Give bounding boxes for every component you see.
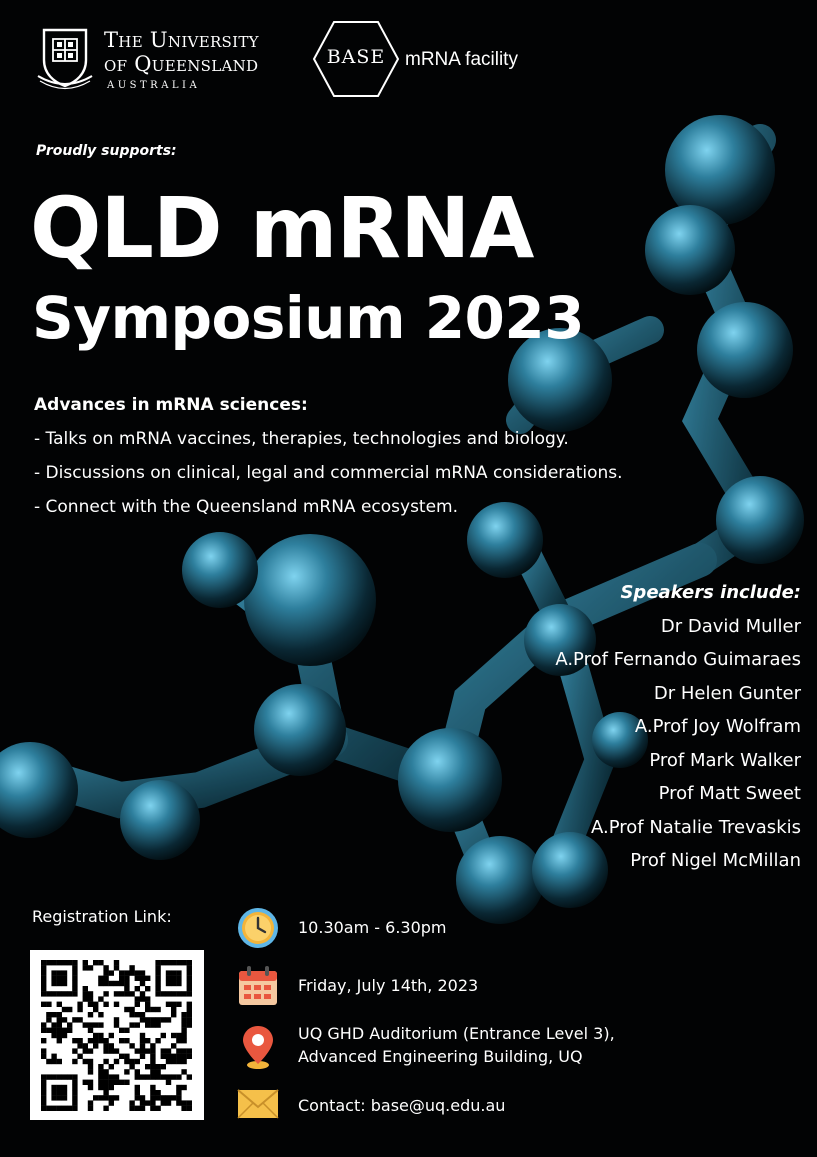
- event-time: 10.30am - 6.30pm: [298, 918, 447, 937]
- speakers-section: [555, 576, 801, 878]
- intro-text: Proudly supports:: [36, 143, 177, 159]
- uq-line-2: of Queensland: [104, 52, 259, 76]
- location-line-1: UQ GHD Auditorium (Entrance Level 3),: [298, 1024, 615, 1043]
- event-date: Friday, July 14th, 2023: [298, 976, 479, 995]
- speaker-name: Prof Mark Walker: [649, 749, 801, 771]
- uq-line-3: AUSTRALIA: [107, 80, 201, 91]
- base-facility-text: mRNA facility: [405, 49, 518, 70]
- speaker-name: Dr David Muller: [660, 615, 801, 637]
- qr-code-icon: [30, 950, 204, 1120]
- advances-item: - Talks on mRNA vaccines, therapies, technologies and biology.: [34, 429, 569, 449]
- speakers-heading: Speakers include:: [620, 582, 801, 603]
- speaker-name: A.Prof Fernando Guimaraes: [555, 649, 801, 670]
- speaker-name: Prof Nigel McMillan: [630, 850, 801, 871]
- advances-heading: Advances in mRNA sciences:: [34, 395, 308, 415]
- clock-icon: [236, 906, 280, 950]
- speaker-name: A.Prof Natalie Trevaskis: [590, 816, 801, 838]
- speaker-name: Dr Helen Gunter: [653, 682, 801, 704]
- location-line-2: Advanced Engineering Building, UQ: [298, 1047, 583, 1066]
- base-logo-text: BASE: [326, 46, 386, 68]
- event-location: [298, 1022, 615, 1068]
- map-pin-icon: [240, 1024, 276, 1070]
- uq-wordmark: [104, 28, 259, 91]
- advances-item: - Connect with the Queensland mRNA ecosystem.: [34, 497, 459, 517]
- registration-qr-code[interactable]: [30, 950, 204, 1120]
- uq-crest-icon: [36, 26, 94, 92]
- advances-item: - Discussions on clinical, legal and commercial mRNA considerations.: [34, 463, 623, 483]
- title-line-1: QLD mRNA: [30, 179, 534, 277]
- envelope-icon: [236, 1088, 280, 1120]
- speaker-name: Prof Matt Sweet: [658, 783, 801, 804]
- uq-line-1: The University: [104, 28, 259, 52]
- registration-label: Registration Link:: [32, 907, 172, 926]
- contact-email[interactable]: Contact: base@uq.edu.au: [298, 1096, 506, 1115]
- speaker-name: A.Prof Joy Wolfram: [634, 716, 801, 737]
- advances-section: [34, 388, 623, 524]
- calendar-icon: [236, 964, 280, 1008]
- title-line-2: Symposium 2023: [32, 284, 585, 352]
